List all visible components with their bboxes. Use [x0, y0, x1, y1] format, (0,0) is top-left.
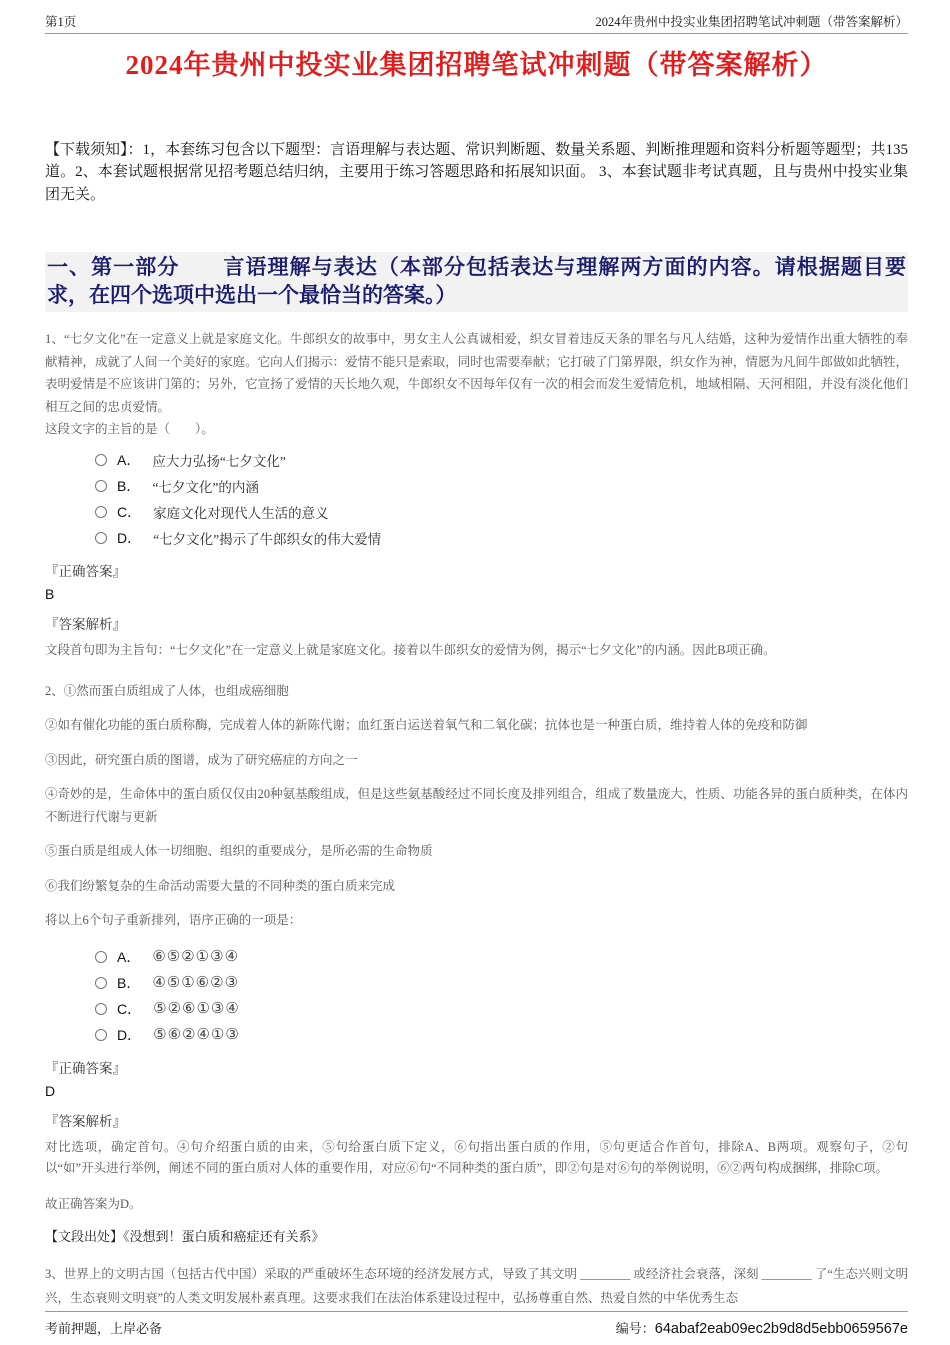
option-row-c[interactable] [95, 996, 908, 1022]
option-d-text: ⑤⑥②④①③ [153, 1027, 240, 1043]
option-b-letter: B． [117, 974, 141, 991]
question-2-sentence-6: ⑥我们纷繁复杂的生命活动需要大量的不同种类的蛋白质来完成 [45, 878, 396, 893]
page-header [45, 12, 908, 34]
option-a-letter: A． [117, 948, 141, 965]
question-2-prompt: 将以上6个句子重新排列，语序正确的一项是： [45, 913, 302, 927]
option-c-text: 家庭文化对现代人生活的意义 [153, 505, 329, 521]
correct-answer-value: D [45, 1082, 56, 1099]
option-d-letter: D． [117, 529, 142, 546]
option-a-text: 应大力弘扬“七夕文化” [152, 453, 286, 469]
footer-serial [616, 1318, 908, 1337]
option-a-radio[interactable] [95, 951, 107, 963]
option-c-letter: C． [117, 1000, 142, 1017]
option-b-text: ④⑤①⑥②③ [152, 975, 240, 991]
question-2-sentence-2: ②如有催化功能的蛋白质称酶，完成着人体的新陈代谢；血红蛋白运送着氧气和二氧化碳；抗体也是一种蛋白质，维持着人体的免疫和防御 [45, 718, 808, 732]
question-1-options [95, 447, 908, 551]
option-d-text: “七夕文化”揭示了牛郎织女的伟大爱情 [153, 531, 382, 547]
download-notice: 【下载须知】：1，本套练习包含以下题型：言语理解与表达题、常识判断题、数量关系题、判断推理题和资料分析题等题型；共135道。2、本套试题根据常见招考题总结归纳，主要用于练习答题思路和拓展知识面。 3、本套试题非考试真题，且与贵州中投实业集团无关。 [45, 141, 908, 203]
footer-slogan: 考前押题，上岸必备 [45, 1321, 163, 1336]
option-c-text: ⑤②⑥①③④ [153, 1001, 240, 1017]
analysis-label: 『答案解析』 [45, 1114, 126, 1130]
page-number: 第1页 [45, 15, 77, 29]
question-1-text: 1、“七夕文化”在一定意义上就是家庭文化。牛郎织女的故事中，男女主人公真诚相爱，织女冒着违反天条的罪名与凡人结婚，这种为爱情作出重大牺牲的奉献精神，成就了人间一个美好的家庭。它向人们揭示：爱情不能只是索取，同时也需要奉献；它打破了门第界限，织女作为神，情愿为凡间牛郎做如此牺牲，表明爱情是不应该讲门第的；另外，它宣扬了爱情的天长地久观，牛郎织女不因每年仅有一次的相会而发生爱情危机，地域相隔、天河相阻，并没有淡化他们相互之间的忠贞爱情。 [45, 332, 908, 414]
question-1-prompt: 这段文字的主旨的是（ ）。 [45, 422, 214, 437]
option-a-text: ⑥⑤②①③④ [152, 949, 240, 965]
option-b-radio[interactable] [95, 480, 107, 492]
option-b-text: “七夕文化”的内涵 [152, 479, 259, 495]
option-a-letter: A． [117, 451, 141, 468]
question-2-sentence-4: ④奇妙的是，生命体中的蛋白质仅仅由20种氨基酸组成，但是这些氨基酸经过不同长度及排列组合，组成了数量庞大，性质、功能各异的蛋白质种类，在体内不断进行代谢与更新 [45, 787, 908, 824]
option-c-radio[interactable] [95, 506, 107, 518]
page-title: 2024年贵州中投实业集团招聘笔试冲刺题（带答案解析） [125, 50, 828, 80]
question-2-sentence-5: ⑤蛋白质是组成人体一切细胞、组织的重要成分，是所必需的生命物质 [45, 844, 433, 858]
question-1 [45, 328, 908, 661]
option-b-radio[interactable] [95, 977, 107, 989]
question-2-sentence-3: ③因此，研究蛋白质的图谱，成为了研究癌症的方向之一 [45, 752, 358, 767]
question-3-text: 3、世界上的文明古国（包括古代中国）采取的严重破坏生态环境的经济发展方式，导致了其文明 ________ 或经济社会衰落，深刻 ________ 了“生态兴则文明兴，生态衰则文明衰”的人类文明发展朴素真理。这要求我们在法治体系建设过程中，弘扬尊重自然、热爱自然的中华优秀生态 [45, 1266, 908, 1305]
question-3 [45, 1262, 908, 1311]
option-row-d[interactable] [95, 1022, 908, 1048]
option-row-c[interactable] [95, 499, 908, 525]
question-2-options [95, 944, 908, 1048]
option-d-radio[interactable] [95, 1029, 107, 1041]
header-doc-title: 2024年贵州中投实业集团招聘笔试冲刺题（带答案解析） [595, 15, 908, 29]
option-d-radio[interactable] [95, 532, 107, 544]
option-a-radio[interactable] [95, 454, 107, 466]
analysis-text: 对比选项，确定首句。④句介绍蛋白质的由来，⑤句给蛋白质下定义，⑥句指出蛋白质的作用，⑤句更适合作首句，排除A、B两项。观察句子，②句以“如”开头进行举例，阐述不同的蛋白质对人体的重要作用，对应⑥句“不同种类的蛋白质”，即②句是对⑥句的举例说明，⑥②两句构成捆绑，排除C项。 [45, 1139, 908, 1176]
option-row-d[interactable] [95, 525, 908, 551]
section-heading: 一、第一部分 言语理解与表达（本部分包括表达与理解两方面的内容。请根据题目要求，在四个选项中选出一个最恰当的答案。） [45, 252, 908, 312]
option-c-letter: C． [117, 503, 142, 520]
option-row-a[interactable] [95, 447, 908, 473]
serial-label: 编号： [615, 1321, 655, 1336]
option-d-letter: D． [117, 1026, 142, 1043]
analysis-label: 『答案解析』 [45, 617, 126, 633]
analysis-conclusion: 故正确答案为D。 [45, 1197, 142, 1212]
correct-answer-label: 『正确答案』 [45, 563, 126, 579]
serial-code: 64abaf2eab09ec2b9d8d5ebb0659567e [654, 1321, 908, 1337]
correct-answer-value: B [45, 585, 55, 602]
analysis-text: 文段首句即为主旨句：“七夕文化”在一定意义上就是家庭文化。接着以牛郎织女的爱情为例，揭示“七夕文化”的内涵。因此B项正确。 [45, 642, 776, 657]
option-row-b[interactable] [95, 970, 908, 996]
question-2-sentence-1: 2、①然而蛋白质组成了人体，也组成癌细胞 [45, 683, 289, 698]
page-footer [45, 1311, 908, 1337]
option-row-a[interactable] [95, 944, 908, 970]
correct-answer-label: 『正确答案』 [45, 1060, 126, 1076]
option-row-b[interactable] [95, 473, 908, 499]
option-c-radio[interactable] [95, 1003, 107, 1015]
passage-source: 【文段出处】《没想到！蛋白质和癌症还有关系》 [45, 1228, 325, 1244]
question-2 [45, 680, 908, 1248]
option-b-letter: B． [117, 477, 141, 494]
